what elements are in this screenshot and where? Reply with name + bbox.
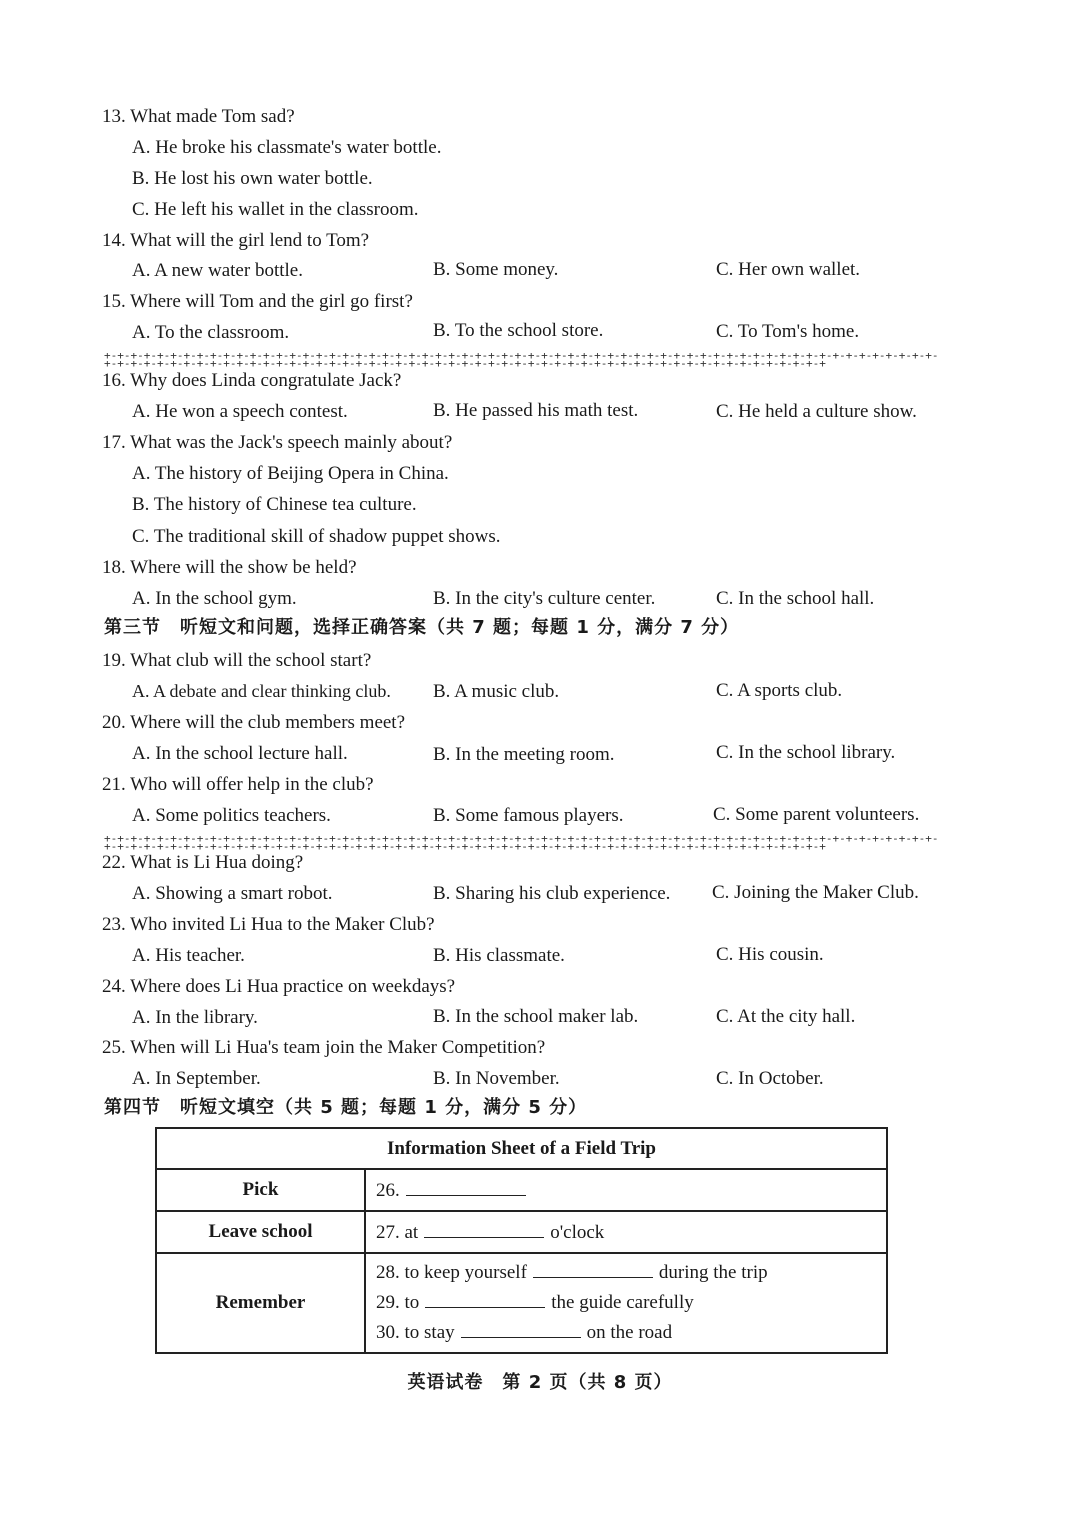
remember-label: Remember [156,1253,365,1353]
question-16-option-b[interactable]: B. He passed his math test. [433,400,639,421]
item-30-line [376,1318,876,1348]
question-14-option-b[interactable]: B. Some money. [433,259,559,280]
question-22-option-a[interactable]: A. Showing a smart robot. [132,883,333,904]
question-25-option-a[interactable]: A. In September. [132,1068,261,1089]
question-21-option-a[interactable]: A. Some politics teachers. [132,805,331,826]
question-13-option-a[interactable]: A. He broke his classmate's water bottle. [132,137,442,158]
question-16-option-c[interactable]: C. He held a culture show. [716,401,917,422]
question-17-option-a[interactable]: A. The history of Beijing Opera in China. [132,463,449,484]
question-21-option-c[interactable]: C. Some parent volunteers. [713,804,920,825]
question-19-option-b[interactable]: B. A music club. [433,681,560,702]
pick-label: Pick [156,1169,365,1211]
item-29-suffix: the guide carefully [551,1292,694,1313]
question-19-option-c[interactable]: C. A sports club. [716,680,843,701]
item-30-suffix: on the road [586,1322,673,1343]
question-17-option-b[interactable]: B. The history of Chinese tea culture. [132,494,417,515]
question-16-option-a[interactable]: A. He won a speech contest. [132,401,348,422]
question-17-option-c[interactable]: C. The traditional skill of shadow puppet shows. [132,526,501,547]
question-14-option-a[interactable]: A. A new water bottle. [132,260,303,281]
dialogue-separator: +-+-+-+-+-+-+-+-+-+-+-+-+-+-+-+-+-+-+-+-+-+-+-+-+-+-+-+-+-+-+-+-+-+-+-+-+-+-+-+-+-+-+-+-+-+-+-+-+-+-+-+-+-+-+-+-+-+-+-+-+-+-+-+-+-+-+-+-+-+-+-+-+-+-+-+-+-+-+-+-+-+-+-+-+-+-+-+-+-+-+-+-+-+-+-+-+-+-+-+-+-+-+-+-+-+-+-+-+-+-+-+-+-+-+-+-+-+ [104,832,939,853]
question-13-stem: 13. What made Tom sad? [102,106,295,127]
answer-blank-28[interactable] [533,1261,653,1278]
answer-blank-27[interactable] [424,1221,544,1238]
question-19-stem: 19. What club will the school start? [102,650,372,671]
dialogue-separator: +-+-+-+-+-+-+-+-+-+-+-+-+-+-+-+-+-+-+-+-+-+-+-+-+-+-+-+-+-+-+-+-+-+-+-+-+-+-+-+-+-+-+-+-+-+-+-+-+-+-+-+-+-+-+-+-+-+-+-+-+-+-+-+-+-+-+-+-+-+-+-+-+-+-+-+-+-+-+-+-+-+-+-+-+-+-+-+-+-+-+-+-+-+-+-+-+-+-+-+-+-+-+-+-+-+-+-+-+-+-+-+-+-+-+-+-+-+ [104,349,939,370]
page-footer: 英语试卷 第 2 页（共 8 页） [407,1372,673,1393]
question-15-option-b[interactable]: B. To the school store. [433,320,604,341]
question-25-stem: 25. When will Li Hua's team join the Maker Competition? [102,1037,546,1058]
item-27-prefix: 27. at [376,1221,419,1243]
question-14-option-c[interactable]: C. Her own wallet. [716,259,861,280]
answer-blank-29[interactable] [425,1291,545,1308]
item-26-cell [365,1169,887,1211]
question-24-stem: 24. Where does Li Hua practice on weekdays? [102,976,456,997]
question-23-option-c[interactable]: C. His cousin. [716,944,824,965]
question-20-option-b[interactable]: B. In the meeting room. [433,744,615,765]
table-title: Information Sheet of a Field Trip [156,1128,887,1169]
field-trip-info-table [155,1127,888,1354]
question-18-option-b[interactable]: B. In the city's culture center. [433,588,656,609]
question-20-stem: 20. Where will the club members meet? [102,712,406,733]
question-24-option-c[interactable]: C. At the city hall. [716,1006,856,1027]
question-16-stem: 16. Why does Linda congratulate Jack? [102,370,402,391]
question-20-option-a[interactable]: A. In the school lecture hall. [132,743,348,764]
question-24-option-b[interactable]: B. In the school maker lab. [433,1006,639,1027]
item-28-suffix: during the trip [658,1262,768,1283]
question-15-option-a[interactable]: A. To the classroom. [132,322,290,343]
item-30-prefix: 30. to stay [376,1322,455,1343]
question-23-option-b[interactable]: B. His classmate. [433,945,565,966]
question-21-option-b[interactable]: B. Some famous players. [433,805,624,826]
section-3-heading: 第三节 听短文和问题，选择正确答案（共 7 题；每题 1 分，满分 7 分） [104,617,740,638]
item-28-prefix: 28. to keep yourself [376,1262,527,1283]
question-25-option-b[interactable]: B. In November. [433,1068,560,1089]
answer-blank-30[interactable] [461,1321,581,1338]
question-13-option-c[interactable]: C. He left his wallet in the classroom. [132,199,419,220]
question-23-option-a[interactable]: A. His teacher. [132,945,245,966]
question-15-stem: 15. Where will Tom and the girl go first? [102,291,413,312]
remember-items-cell [365,1253,887,1353]
question-15-option-c[interactable]: C. To Tom's home. [716,321,860,342]
item-28-line [376,1258,876,1288]
section-4-heading: 第四节 听短文填空（共 5 题；每题 1 分，满分 5 分） [104,1097,588,1118]
leave-school-label: Leave school [156,1211,365,1253]
question-23-stem: 23. Who invited Li Hua to the Maker Club? [102,914,435,935]
question-22-option-b[interactable]: B. Sharing his club experience. [433,883,671,904]
question-18-stem: 18. Where will the show be held? [102,557,357,578]
item-26-number: 26. [376,1179,400,1201]
item-27-cell [365,1211,887,1253]
item-29-prefix: 29. to [376,1292,420,1313]
question-18-option-a[interactable]: A. In the school gym. [132,588,297,609]
question-18-option-c[interactable]: C. In the school hall. [716,588,875,609]
question-20-option-c[interactable]: C. In the school library. [716,742,896,763]
question-19-option-a[interactable]: A. A debate and clear thinking club. [132,681,391,701]
question-17-stem: 17. What was the Jack's speech mainly about? [102,432,453,453]
question-13-option-b[interactable]: B. He lost his own water bottle. [132,168,373,189]
question-22-stem: 22. What is Li Hua doing? [102,852,304,873]
question-14-stem: 14. What will the girl lend to Tom? [102,230,370,251]
question-24-option-a[interactable]: A. In the library. [132,1007,258,1028]
answer-blank-26[interactable] [406,1179,526,1196]
question-25-option-c[interactable]: C. In October. [716,1068,824,1089]
item-29-line [376,1288,876,1318]
item-27-suffix: o'clock [550,1221,605,1243]
question-21-stem: 21. Who will offer help in the club? [102,774,374,795]
question-22-option-c[interactable]: C. Joining the Maker Club. [712,882,919,903]
